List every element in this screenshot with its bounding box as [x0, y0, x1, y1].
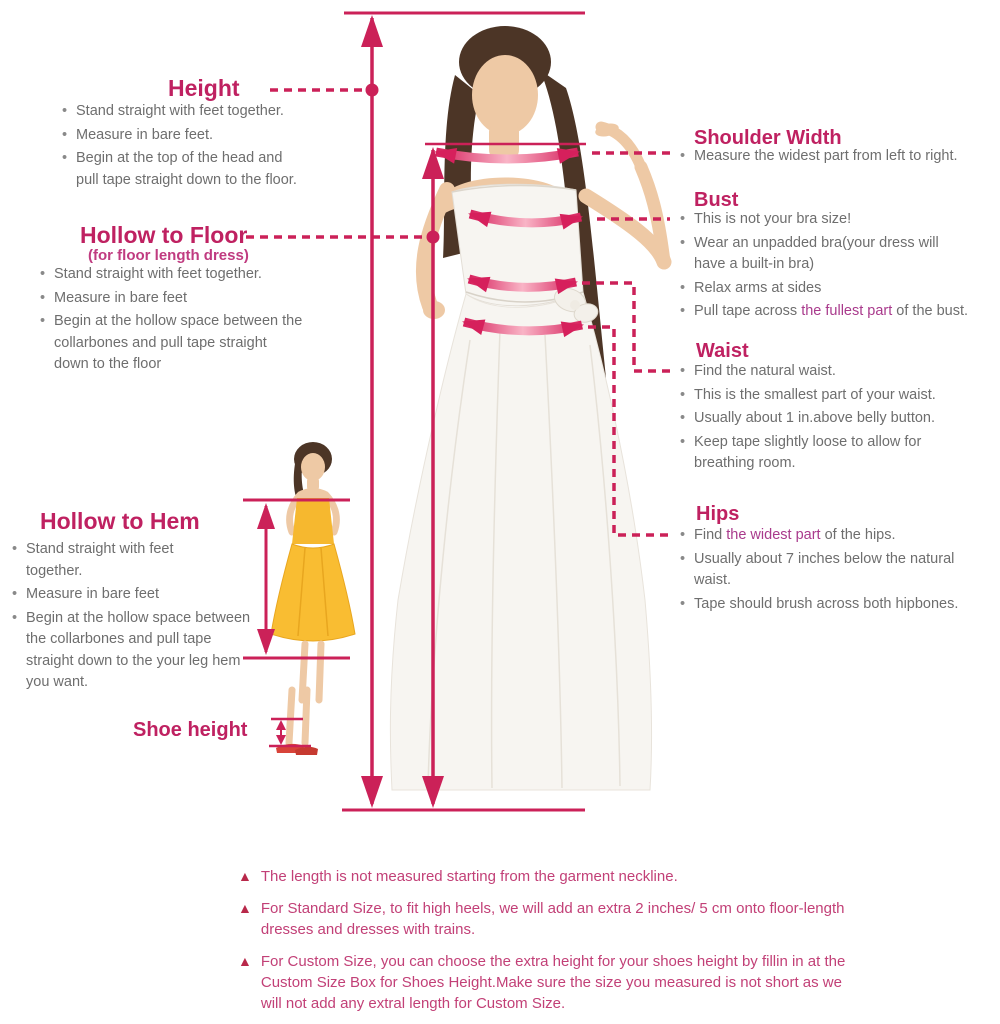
arrow-up-icon	[361, 15, 383, 47]
warning-triangle-icon: ▲	[238, 868, 252, 884]
hips-instructions	[678, 525, 998, 617]
bullet-text: of the bust.	[892, 303, 969, 319]
red-sandal	[276, 744, 304, 753]
bullet-text: Pull tape across	[694, 303, 802, 319]
waist-instructions	[678, 361, 996, 477]
model-neck	[489, 122, 519, 160]
bullet-text: of the hips.	[820, 527, 896, 543]
hem-dress-skirt	[271, 544, 355, 641]
footnote	[238, 898, 860, 940]
hem-model-neck	[307, 477, 319, 491]
model-hair	[540, 70, 606, 385]
dress-bow	[572, 301, 600, 325]
list-item: • Stand straight with feet together.	[60, 101, 330, 123]
arrow-down-icon	[276, 735, 286, 745]
hollow-to-floor-title: Hollow to Floor	[80, 222, 248, 248]
shoulder-width-title: Shoulder Width	[694, 127, 842, 149]
highlight-text: the widest part	[726, 527, 821, 543]
hem-dress-pleat	[321, 548, 328, 636]
bust-tape-arrow	[470, 214, 581, 223]
list-item: • Begin at the hollow space between the collarbones and pull tape straight down to the floor	[38, 311, 304, 376]
model-left-arm	[424, 190, 447, 306]
model-left-hand	[423, 301, 445, 319]
model-hair	[443, 75, 480, 258]
waist-tape-arrow	[469, 279, 576, 287]
list-item: • Measure in bare feet	[10, 584, 262, 606]
hem-dress-pleat	[298, 548, 305, 636]
list-item	[678, 301, 1000, 323]
hem-model-left-arm	[290, 495, 300, 532]
hollow-to-hem-title: Hollow to Hem	[40, 508, 200, 534]
hem-model-hair	[294, 458, 305, 500]
arrow-up-icon	[276, 720, 286, 730]
dress-fold	[492, 330, 500, 788]
model-fingers	[594, 121, 620, 138]
footnote	[238, 866, 860, 887]
dress-bodice	[452, 184, 583, 306]
list-item: • Keep tape slightly loose to allow for breathing room.	[678, 432, 954, 475]
dress-waist-seam	[466, 292, 583, 302]
hollow-dot	[427, 231, 440, 244]
height-title: Height	[168, 75, 240, 101]
list-item: • Wear an unpadded bra(your dress will have a built-in bra)	[678, 233, 964, 276]
footnote	[238, 951, 860, 1014]
list-item	[678, 525, 998, 547]
footnotes	[238, 866, 860, 1024]
list-item: • Usually about 1 in.above belly button.	[678, 408, 996, 430]
list-item: • Tape should brush across both hipbones.	[678, 594, 998, 616]
dress-fold	[428, 340, 470, 786]
dress-fold	[545, 335, 562, 788]
hollow-to-floor-instructions	[38, 264, 330, 378]
arrow-down-icon	[361, 776, 383, 808]
hollow-to-floor-subtitle: (for floor length dress)	[88, 247, 249, 264]
model-right-forearm	[641, 167, 664, 262]
list-item: • Measure in bare feet.	[60, 125, 330, 147]
hem-model-face	[301, 453, 325, 481]
model-photo	[390, 26, 664, 790]
shoulder-width-instructions	[678, 146, 998, 170]
shoulder-tape-arrow	[436, 152, 578, 159]
hollow-to-hem-instructions	[10, 539, 262, 696]
model-right-upper-arm	[586, 196, 664, 262]
hem-model-chest	[298, 488, 328, 502]
model-right-hand	[601, 127, 641, 167]
height-instructions	[60, 101, 330, 193]
footnote-text: The length is not measured starting from the garment neckline.	[260, 868, 678, 885]
list-item: • Begin at the top of the head and pull tape straight down to the floor.	[60, 148, 308, 191]
waist-dashed-connector	[582, 283, 670, 371]
shoe-leg	[289, 690, 292, 743]
dress-skirt	[390, 292, 651, 790]
tape-arrows	[436, 152, 582, 331]
dress-bow-knot	[570, 300, 580, 310]
bust-instructions	[678, 209, 1000, 325]
footnote-text: For Standard Size, to fit high heels, we will add an extra 2 inches/ 5 cm onto floor-length dresses and dresses with trains.	[260, 900, 845, 938]
list-item: • This is not your bra size!	[678, 209, 1000, 231]
hem-model-leg	[319, 644, 321, 700]
dress-top-edge	[452, 185, 576, 192]
arrow-up-icon	[422, 147, 444, 179]
dress-fold	[590, 345, 620, 786]
waist-title: Waist	[696, 340, 749, 362]
hem-model-right-arm	[326, 495, 336, 532]
bust-title: Bust	[694, 189, 739, 211]
list-item: • Find the natural waist.	[678, 361, 996, 383]
red-sandal	[295, 747, 318, 755]
list-item: • Measure in bare feet	[38, 288, 330, 310]
bullet-text: Find	[694, 527, 727, 543]
shoe-model-photo	[276, 690, 318, 755]
shoe-height-title: Shoe height	[133, 719, 248, 741]
footnote-text: For Custom Size, you can choose the extra height for your shoes height by fillin in at the Custom Size Box for Shoes Height.Make sure the size you measured is not short as we will not add any extral length for Custom Size.	[260, 953, 846, 1012]
hem-model-photo	[271, 442, 355, 700]
dress-bow	[551, 284, 589, 316]
list-item: • Begin at the hollow space between the collarbones and pull tape straight down to the your leg hem you want.	[10, 608, 262, 694]
list-item: • Measure the widest part from left to right.	[678, 146, 998, 168]
list-item: • Relax arms at sides	[678, 278, 1000, 300]
warning-triangle-icon: ▲	[238, 953, 252, 969]
arrow-down-icon	[422, 776, 444, 808]
model-face	[472, 55, 538, 135]
model-hair	[459, 26, 551, 98]
hips-dashed-connector	[588, 327, 670, 535]
highlight-text: the fullest part	[801, 303, 893, 319]
model-chest	[440, 178, 572, 217]
warning-triangle-icon: ▲	[238, 900, 252, 916]
arrow-up-icon	[257, 503, 275, 529]
hips-title: Hips	[696, 503, 740, 525]
hem-model-hair	[294, 442, 332, 476]
list-item: • This is the smallest part of your waist.	[678, 385, 996, 407]
list-item: • Usually about 7 inches below the natural waist.	[678, 549, 984, 592]
hips-tape-arrow	[464, 322, 582, 331]
shoe-leg	[305, 690, 307, 743]
list-item: • Stand straight with feet together.	[10, 539, 212, 582]
list-item: • Stand straight with feet together.	[38, 264, 330, 286]
height-dot	[366, 84, 379, 97]
hem-dress-bodice	[292, 498, 334, 544]
hem-model-leg	[302, 644, 305, 700]
